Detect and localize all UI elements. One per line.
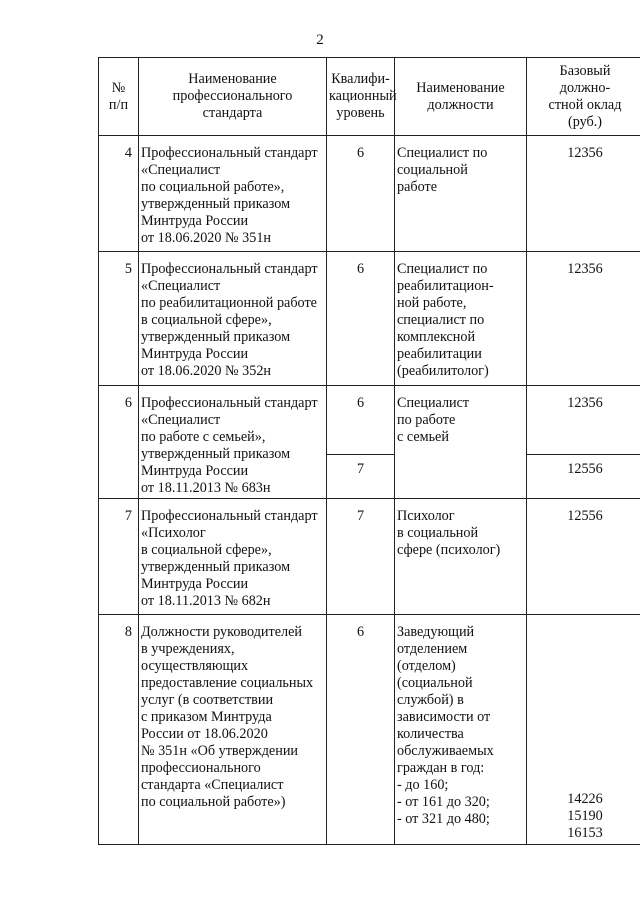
table-row: [99, 136, 640, 252]
qualification-level: 6: [327, 615, 395, 845]
standard-name: Профессиональный стандарт «Специалист по реабилитационной работе в социальной сфере», утвержденный приказом Минтруда России от 18.06.2020 № 352н: [139, 252, 327, 386]
qualification-level: 6: [327, 136, 395, 252]
header-num: № п/п: [99, 58, 139, 136]
base-salary: 12356: [527, 136, 640, 252]
row-number: 6: [99, 386, 139, 499]
qualification-level: 6: [327, 386, 395, 455]
table-row: [99, 499, 640, 615]
qualification-level: 7: [327, 499, 395, 615]
base-salary: 12356: [527, 386, 640, 455]
base-salary: 14226: [567, 791, 603, 807]
position-name: Специалист по реабилитацион- ной работе, специалист по комплексной реабилитации (реабилитолог): [395, 252, 527, 386]
row-number: 4: [99, 136, 139, 252]
base-salary: 16153: [567, 825, 603, 841]
header-position: Наименование должности: [395, 58, 527, 136]
qualification-level: 7: [327, 455, 395, 499]
salary-table: [98, 57, 640, 845]
standard-name: Должности руководителей в учреждениях, осуществляющих предоставление социальных услуг (в соответствии с приказом Минтруда России от 18.06.2020 № 351н «Об утверждении профессионального стандарта «Специалист по социальной работе»): [139, 615, 327, 845]
qualification-level: 6: [327, 252, 395, 386]
standard-name: Профессиональный стандарт «Специалист по социальной работе», утвержденный приказом Минтруда России от 18.06.2020 № 351н: [139, 136, 327, 252]
standard-name: Профессиональный стандарт «Психолог в социальной сфере», утвержденный приказом Минтруда России от 18.11.2013 № 682н: [139, 499, 327, 615]
base-salary-list: [527, 615, 640, 845]
table-header-row: [99, 58, 640, 136]
row-number: 7: [99, 499, 139, 615]
position-name: Специалист по социальной работе: [395, 136, 527, 252]
base-salary: 12556: [527, 455, 640, 499]
table-row: [99, 386, 640, 455]
page-number: 2: [316, 32, 324, 48]
header-standard: Наименование профессионального стандарта: [139, 58, 327, 136]
position-name: Психолог в социальной сфере (психолог): [395, 499, 527, 615]
row-number: 5: [99, 252, 139, 386]
standard-name: Профессиональный стандарт «Специалист по работе с семьей», утвержденный приказом Минтруда России от 18.11.2013 № 683н: [139, 386, 327, 499]
header-level: Квалифи- кационный уровень: [327, 58, 395, 136]
base-salary: 12556: [527, 499, 640, 615]
header-salary: Базовый должно- стной оклад (руб.): [527, 58, 640, 136]
position-name: Заведующий отделением (отделом) (социальной службой) в зависимости от количества обслуживаемых граждан в год: - до 160; - от 161 до 320; - от 321 до 480;: [395, 615, 527, 845]
base-salary: 12356: [527, 252, 640, 386]
table-row: [99, 252, 640, 386]
position-name: Специалист по работе с семьей: [395, 386, 527, 499]
base-salary: 15190: [567, 808, 603, 824]
table-row: [99, 615, 640, 845]
row-number: 8: [99, 615, 139, 845]
